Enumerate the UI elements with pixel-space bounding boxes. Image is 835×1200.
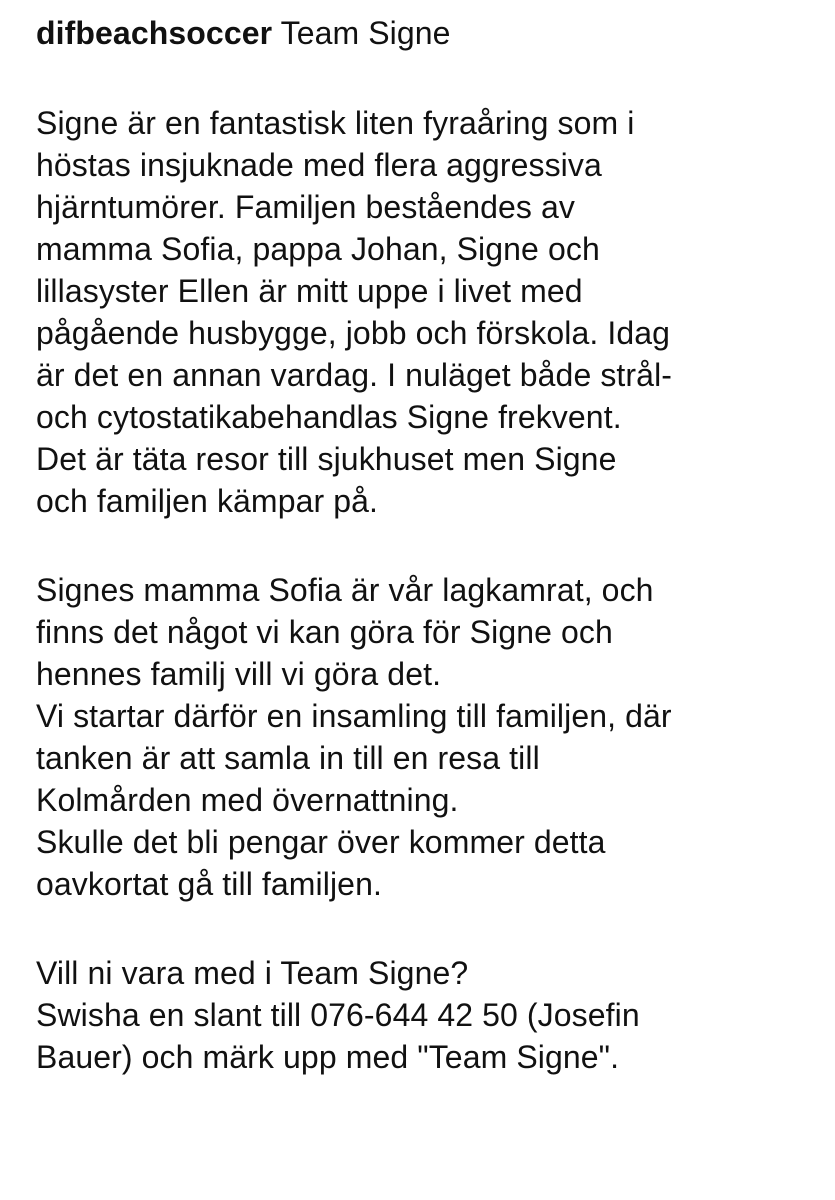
caption-line: Bauer) och märk upp med "Team Signe". (36, 1039, 620, 1075)
caption-line: Kolmården med övernattning. (36, 782, 459, 818)
caption-line: hennes familj vill vi göra det. (36, 656, 442, 692)
caption-line: pågående husbygge, jobb och förskola. Idag (36, 315, 671, 351)
caption-header (36, 12, 826, 54)
caption-line: lillasyster Ellen är mitt uppe i livet med (36, 273, 583, 309)
caption-paragraph-1 (36, 102, 826, 522)
caption-line: mamma Sofia, pappa Johan, Signe och (36, 231, 600, 267)
caption-line: är det en annan vardag. I nuläget både strål- (36, 357, 673, 393)
caption-line: Det är täta resor till sjukhuset men Signe (36, 441, 617, 477)
caption-line: Vill ni vara med i Team Signe? (36, 955, 469, 991)
caption-line: hjärntumörer. Familjen beståendes av (36, 189, 575, 225)
caption-line: oavkortat gå till familjen. (36, 866, 382, 902)
caption-line: finns det något vi kan göra för Signe och (36, 614, 613, 650)
caption-line: Signes mamma Sofia är vår lagkamrat, och (36, 572, 654, 608)
caption-title: Team Signe (280, 15, 451, 51)
caption-line: Skulle det bli pengar över kommer detta (36, 824, 606, 860)
caption-paragraph-2 (36, 569, 826, 905)
post-caption (36, 12, 826, 1125)
caption-paragraph-3 (36, 952, 826, 1078)
caption-line: Swisha en slant till 076-644 42 50 (Josefin (36, 997, 640, 1033)
caption-line: Signe är en fantastisk liten fyraåring som i (36, 105, 635, 141)
caption-line: och familjen kämpar på. (36, 483, 379, 519)
username-link[interactable]: difbeachsoccer (36, 15, 273, 51)
caption-line: och cytostatikabehandlas Signe frekvent. (36, 399, 622, 435)
caption-line: tanken är att samla in till en resa till (36, 740, 540, 776)
caption-line: Vi startar därför en insamling till familjen, där (36, 698, 672, 734)
caption-line: höstas insjuknade med flera aggressiva (36, 147, 602, 183)
